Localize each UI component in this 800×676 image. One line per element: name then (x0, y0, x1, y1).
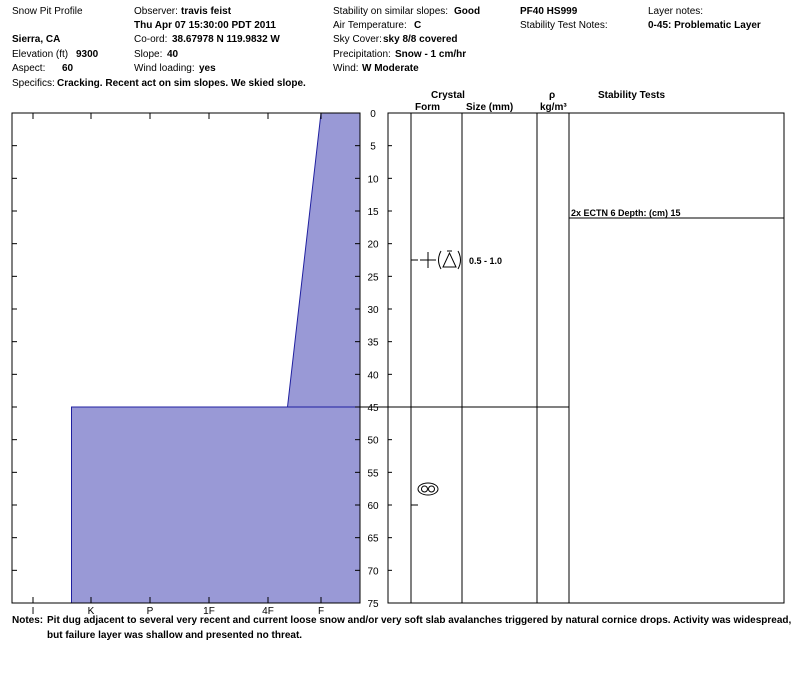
x-tick-label: P (146, 606, 154, 617)
y-tick-label: 65 (367, 533, 379, 545)
hardness-layer-2 (72, 407, 361, 603)
y-tick-label: 5 (370, 141, 376, 153)
rho-unit-header: kg/m³ (540, 102, 567, 113)
y-tick-label: 10 (367, 174, 379, 186)
y-tick-label: 40 (367, 370, 379, 382)
y-tick-label: 35 (367, 337, 379, 349)
grain-size-label: 0.5 - 1.0 (469, 256, 503, 266)
decomposing-precip-icon (420, 251, 461, 269)
pit-id: PF40 HS999 (520, 6, 578, 17)
y-tick-label: 20 (367, 239, 379, 251)
slope-value: 40 (167, 49, 179, 60)
specifics-value: Cracking. Recent act on sim slopes. We skied slope. (57, 78, 306, 89)
notes-line-1: Pit dug adjacent to several very recent and current loose snow and/or very soft slab avalanches triggered by natural cornice drops. Activity was widespread, (47, 615, 792, 626)
y-tick-label: 70 (367, 566, 379, 578)
layer-notes-label: Layer notes: (648, 6, 704, 17)
specifics-label: Specifics: (12, 78, 55, 89)
stability-test-label: 2x ECTN 6 Depth: (cm) 15 (571, 208, 681, 218)
y-tick-label: 0 (370, 109, 376, 120)
hardness-layer-1 (288, 113, 361, 407)
x-tick-label: 1F (203, 606, 215, 617)
y-tick-label: 15 (367, 207, 379, 218)
coord-value: 38.67978 N 119.9832 W (172, 34, 280, 45)
sky-value: sky 8/8 covered (383, 34, 458, 45)
air-temp-value: C (414, 20, 422, 31)
melt-freeze-cluster-icon (418, 483, 438, 495)
wind-loading-label: Wind loading: (134, 63, 195, 74)
notes-label: Notes: (12, 615, 44, 626)
air-temp-label: Air Temperature: (333, 20, 407, 31)
layer-table-frame (388, 113, 784, 603)
y-tick-label: 45 (367, 403, 379, 414)
y-tick-label: 50 (367, 435, 379, 447)
observer-label: Observer: (134, 6, 178, 17)
aspect-value: 60 (62, 63, 74, 74)
wind-loading-value: yes (199, 63, 216, 74)
datetime: Thu Apr 07 15:30:00 PDT 2011 (134, 20, 276, 31)
precip-value: Snow - 1 cm/hr (395, 49, 467, 60)
layer-notes-value: 0-45: Problematic Layer (648, 20, 761, 31)
wind-value: W Moderate (362, 63, 419, 74)
x-tick-label: F (317, 606, 325, 617)
sky-label: Sky Cover: (333, 34, 382, 45)
location: Sierra, CA (12, 34, 61, 45)
precip-label: Precipitation: (333, 49, 391, 60)
y-tick-label: 25 (367, 272, 379, 284)
stability-label: Stability on similar slopes: (333, 6, 449, 17)
coord-label: Co-ord: (134, 34, 168, 45)
notes-line-2: but failure layer was shallow and presented no threat. (47, 630, 303, 641)
y-tick-label: 55 (367, 468, 379, 480)
x-tick-label: I (31, 606, 35, 617)
stability-tests-header: Stability Tests (598, 90, 666, 101)
aspect-label: Aspect: (12, 63, 46, 74)
form-header: Form (415, 102, 440, 113)
crystal-header: Crystal (431, 90, 465, 101)
y-tick-label: 60 (367, 501, 379, 512)
stability-test-notes-label: Stability Test Notes: (520, 20, 608, 31)
slope-label: Slope: (134, 49, 163, 60)
y-tick-label: 30 (367, 305, 379, 316)
stability-value: Good (454, 6, 481, 17)
elevation-value: 9300 (76, 49, 99, 60)
y-tick-label: 75 (367, 599, 379, 610)
x-tick-label: K (87, 606, 95, 617)
elevation-label: Elevation (ft) (12, 49, 69, 60)
size-header: Size (mm) (466, 102, 514, 113)
page-title: Snow Pit Profile (12, 6, 83, 17)
x-tick-label: 4F (262, 606, 274, 617)
wind-label: Wind: (333, 63, 359, 74)
rho-header: ρ (549, 90, 556, 101)
observer-value: travis feist (181, 6, 232, 17)
